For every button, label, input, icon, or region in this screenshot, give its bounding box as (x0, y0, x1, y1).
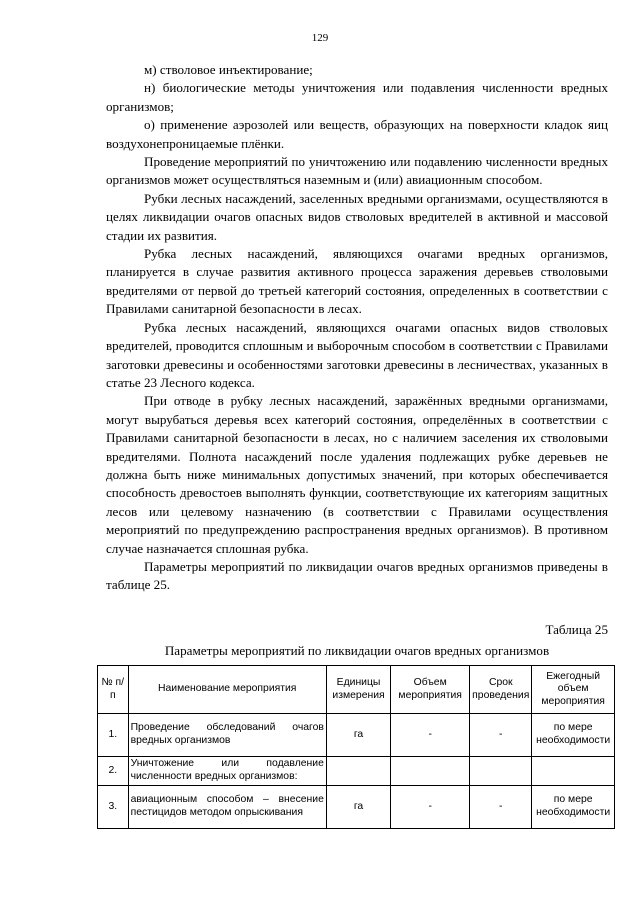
cell-name: Проведение обследований очагов вредных организмов (128, 714, 326, 757)
cell-number: 3. (98, 786, 129, 829)
cell-annual-volume (532, 757, 615, 786)
cell-unit: га (326, 714, 390, 757)
paragraph: Рубка лесных насаждений, являющихся очагами опасных видов стволовых вредителей, проводится сплошным и выборочным способом в соответствии с Правилами заготовки древесины и особенностями заготовки древесины в лесничествах, указанных в статье 23 Лесного кодекса. (106, 319, 608, 390)
table-caption: Таблица 25 (545, 622, 608, 637)
header-cell-volume: Объем мероприятия (391, 666, 470, 714)
header-cell-term: Срок проведения (470, 666, 532, 714)
cell-term: - (470, 714, 532, 757)
table-header-row (98, 666, 615, 714)
cell-unit (326, 757, 390, 786)
paragraph: Рубки лесных насаждений, заселенных вредными организмами, осуществляются в целях ликвидации очагов опасных видов стволовых вредителей в активной и массовой стадии их развития. (106, 190, 608, 243)
table-row (98, 786, 615, 829)
cell-name: Уничтожение или подавление численности вредных организмов: (128, 757, 326, 786)
cell-volume: - (391, 786, 470, 829)
header-cell-name: Наименование мероприятия (128, 666, 326, 714)
cell-number: 2. (98, 757, 129, 786)
body-text (106, 61, 608, 595)
cell-term: - (470, 786, 532, 829)
paragraph: При отводе в рубку лесных насаждений, заражённых вредными организмами, могут вырубаться деревья всех категорий состояния, определённых в соответствии с Правилами санитарной безопасности в лесах, но с наличием заселения их стволовыми вредителями. Полнота насаждений после удаления подлежащих рубке деревьев не должна быть ниже минимальных допустимых значений, при которых обеспечивается способность древостоев выполнять функции, соответствующие их категориям защитных лесов или целевому назначению (в соответствии с Правилами осуществления мероприятий по предупреждению распространения вредных организмов). В противном случае назначается сплошная рубка. (106, 393, 608, 556)
header-cell-unit: Единицы измерения (326, 666, 390, 714)
cell-annual-volume: по мере необходимости (532, 786, 615, 829)
table-title: Параметры мероприятий по ликвидации очагов вредных организмов (164, 643, 550, 658)
cell-name: авиационным способом – внесение пестицидов методом опрыскивания (128, 786, 326, 829)
table-row (98, 757, 615, 786)
cell-volume (391, 757, 470, 786)
paragraph: Проведение мероприятий по уничтожению или подавлению численности вредных организмов может осуществляться наземным и (или) авиационным способом. (106, 154, 608, 188)
header-cell-number: № п/п (98, 666, 129, 714)
cell-number: 1. (98, 714, 129, 757)
list-item-n: н) биологические методы уничтожения или подавления численности вредных организмов; (106, 80, 608, 114)
cell-unit: га (326, 786, 390, 829)
paragraph: Параметры мероприятий по ликвидации очагов вредных организмов приведены в таблице 25. (106, 558, 608, 593)
cell-annual-volume: по мере необходимости (532, 714, 615, 757)
table-row (98, 714, 615, 757)
list-item-m: м) стволовое инъектирование; (144, 62, 313, 77)
cell-volume: - (391, 714, 470, 757)
measures-table (97, 665, 615, 829)
paragraph: Рубка лесных насаждений, являющихся очагами вредных организмов, планируется в случае развития активного процесса заражения деревьев стволовыми вредителями от первой до третьей категорий состояния, определенных в соответствии с Правилами санитарной безопасности в лесах. (106, 246, 608, 317)
header-cell-annual-volume: Ежегодный объем мероприятия (532, 666, 615, 714)
cell-term (470, 757, 532, 786)
page-number: 129 (311, 32, 329, 44)
list-item-o: о) применение аэрозолей или веществ, образующих на поверхности кладок яиц воздухонепроницаемые плёнки. (106, 117, 608, 151)
